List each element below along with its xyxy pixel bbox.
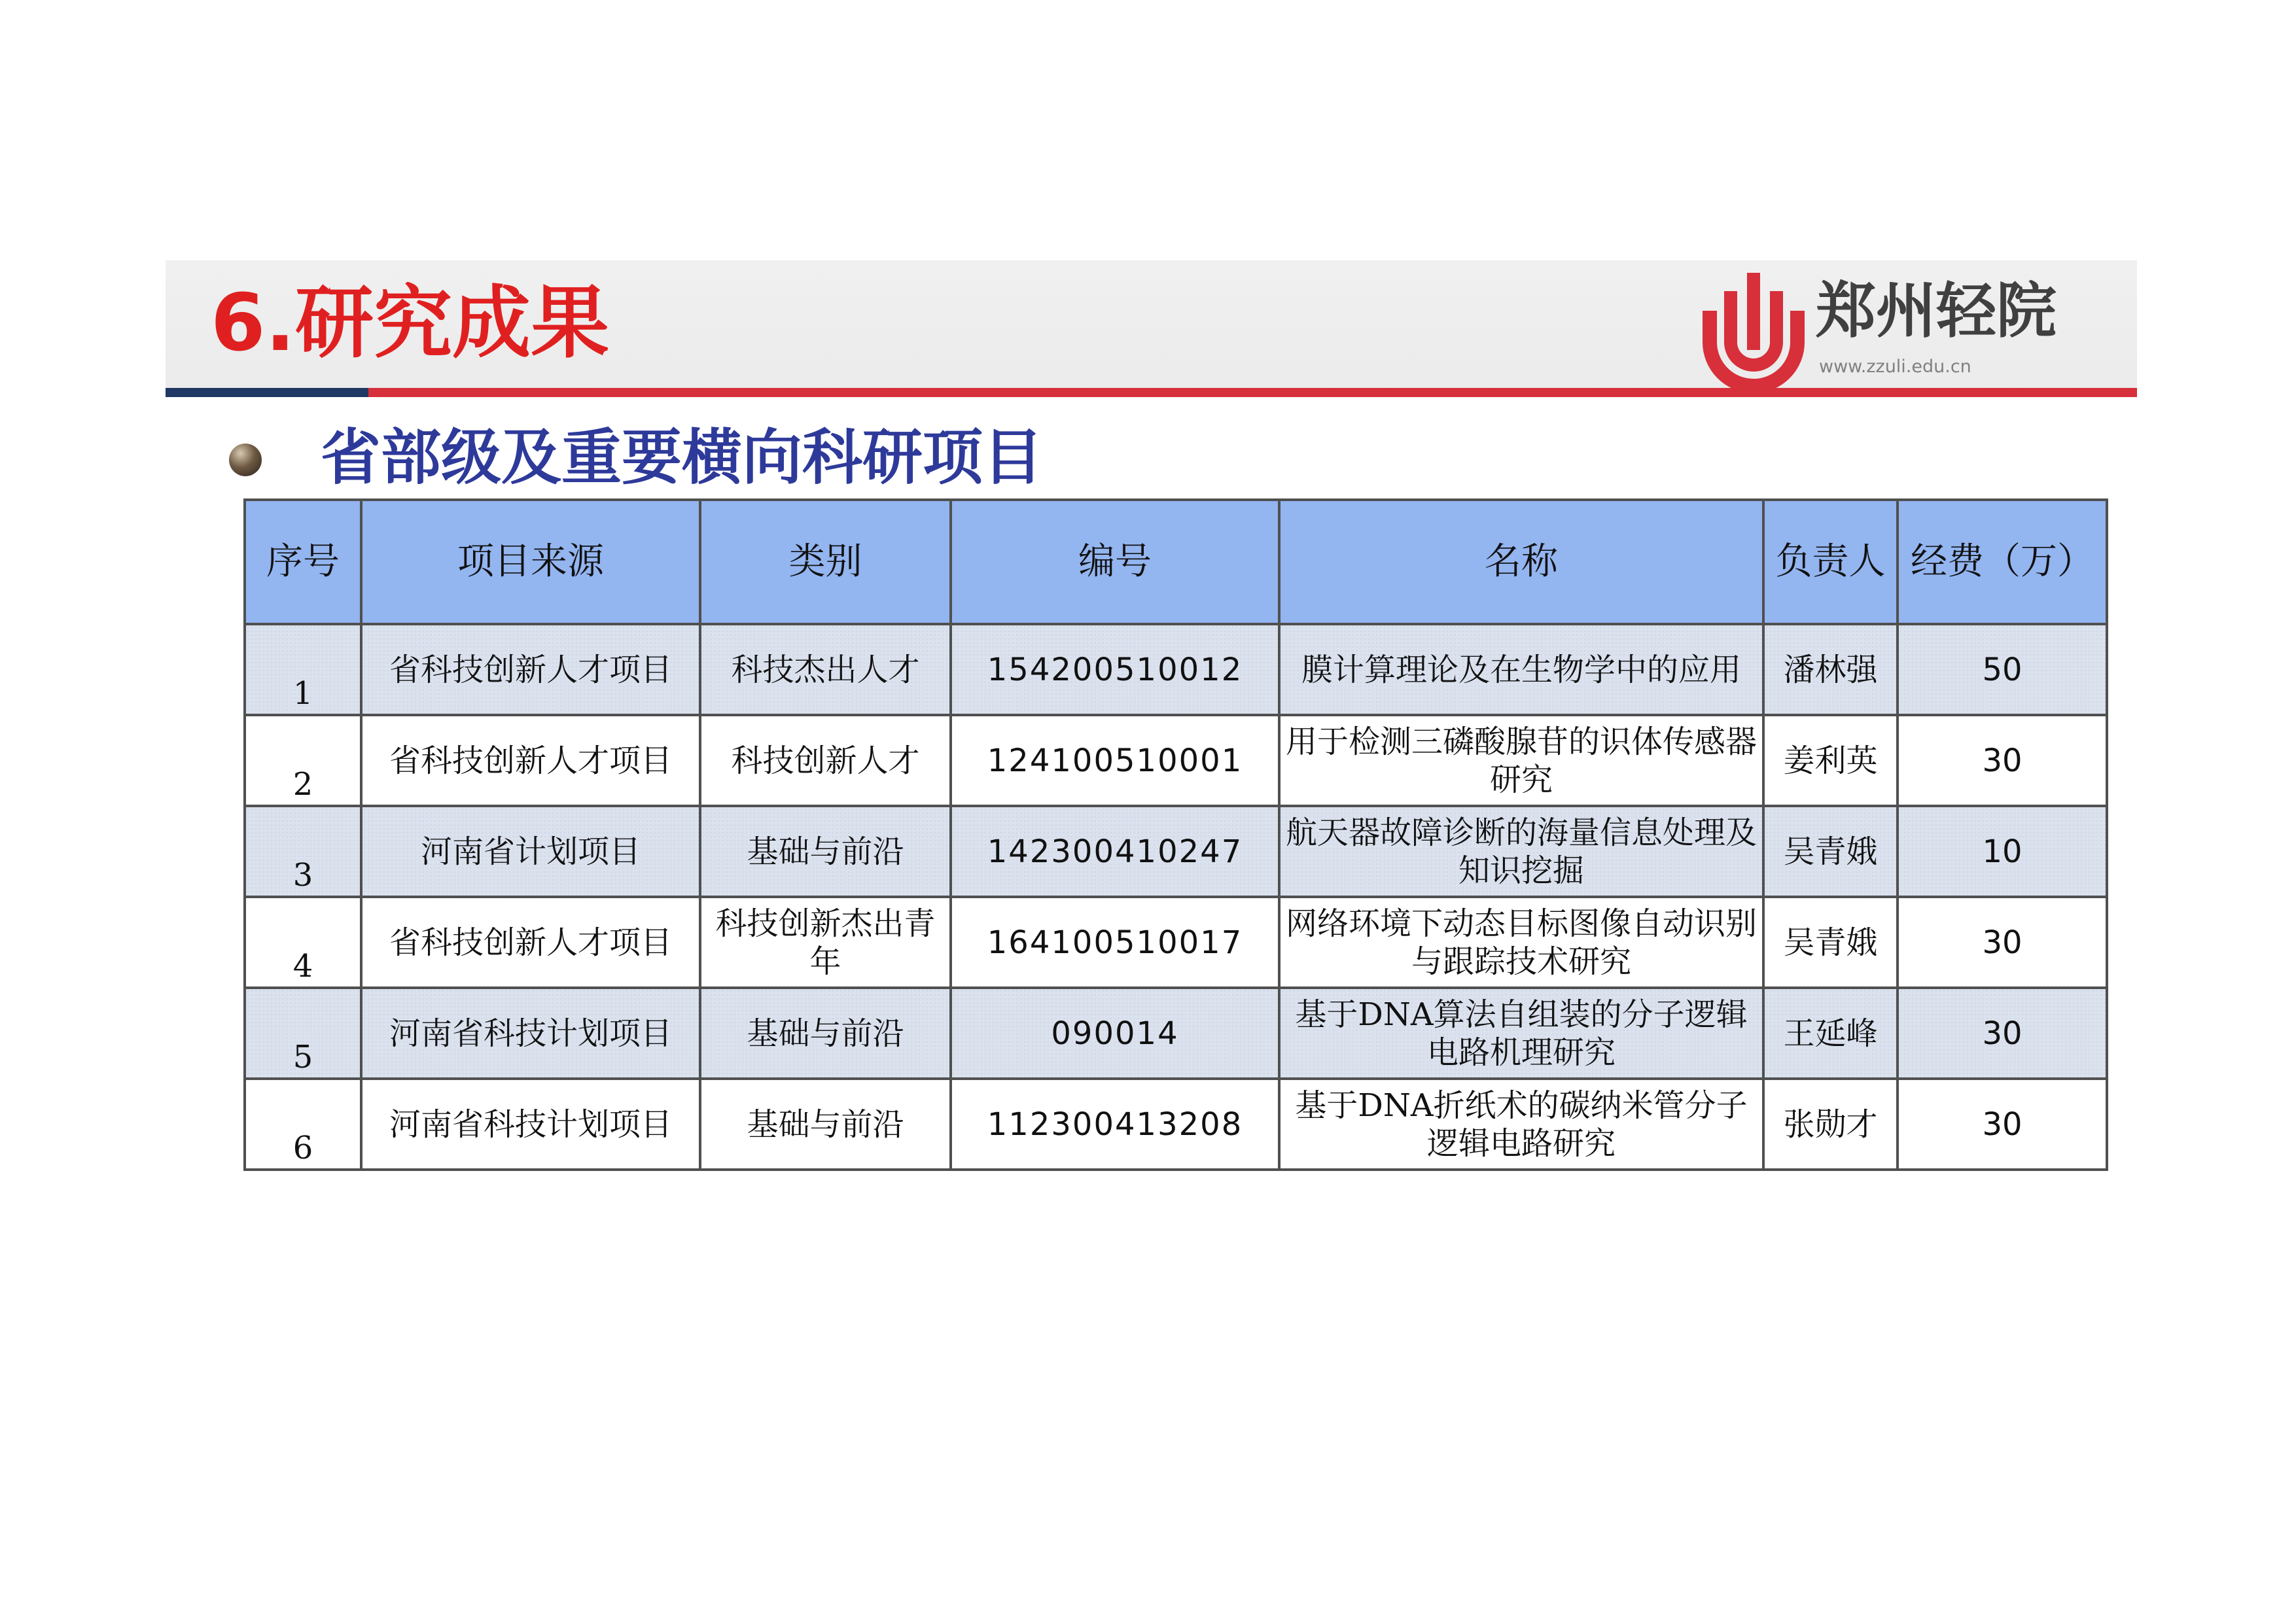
cell-index: 2	[245, 715, 361, 806]
cell-funding: 30	[1898, 988, 2107, 1079]
cell-source: 河南省科技计划项目	[361, 1079, 700, 1170]
cell-leader: 姜利英	[1763, 715, 1898, 806]
column-header-funding: 经费（万）	[1898, 500, 2107, 624]
cell-category: 科技杰出人才	[700, 624, 951, 715]
cell-name: 航天器故障诊断的海量信息处理及知识挖掘	[1279, 806, 1763, 897]
table-row	[245, 624, 2107, 715]
cell-category: 基础与前沿	[700, 1079, 951, 1170]
cell-source: 省科技创新人才项目	[361, 897, 700, 988]
table-row	[245, 715, 2107, 806]
university-emblem-icon	[1698, 265, 1809, 389]
cell-code: 142300410247	[951, 806, 1279, 897]
cell-name: 膜计算理论及在生物学中的应用	[1279, 624, 1763, 715]
university-logo	[1698, 265, 2064, 389]
cell-funding: 30	[1898, 897, 2107, 988]
cell-category: 科技创新杰出青年	[700, 897, 951, 988]
column-header-name: 名称	[1279, 500, 1763, 624]
header-rule-red	[368, 388, 2137, 397]
cell-code: 090014	[951, 988, 1279, 1079]
cell-code: 154200510012	[951, 624, 1279, 715]
cell-source: 河南省计划项目	[361, 806, 700, 897]
section-subtitle: 省部级及重要横向科研项目	[321, 423, 1044, 493]
cell-source: 河南省科技计划项目	[361, 988, 700, 1079]
cell-name: 基于DNA折纸术的碳纳米管分子逻辑电路研究	[1279, 1079, 1763, 1170]
cell-funding: 30	[1898, 715, 2107, 806]
cell-index: 4	[245, 897, 361, 988]
cell-funding: 10	[1898, 806, 2107, 897]
cell-category: 科技创新人才	[700, 715, 951, 806]
column-header-index: 序号	[245, 500, 361, 624]
logo-name: 郑州轻院	[1816, 276, 2057, 346]
cell-code: 112300413208	[951, 1079, 1279, 1170]
cell-code: 124100510001	[951, 715, 1279, 806]
table-row	[245, 988, 2107, 1079]
cell-leader: 王延峰	[1763, 988, 1898, 1079]
bullet-icon	[229, 444, 262, 476]
projects-table	[243, 498, 2108, 1171]
page-title: 6.研究成果	[211, 278, 610, 369]
cell-name: 网络环境下动态目标图像自动识别与跟踪技术研究	[1279, 897, 1763, 988]
column-header-code: 编号	[951, 500, 1279, 624]
cell-source: 省科技创新人才项目	[361, 715, 700, 806]
cell-funding: 50	[1898, 624, 2107, 715]
cell-index: 3	[245, 806, 361, 897]
cell-source: 省科技创新人才项目	[361, 624, 700, 715]
cell-leader: 潘林强	[1763, 624, 1898, 715]
cell-name: 用于检测三磷酸腺苷的识体传感器研究	[1279, 715, 1763, 806]
table-header-row	[245, 500, 2107, 624]
column-header-leader: 负责人	[1763, 500, 1898, 624]
cell-index: 5	[245, 988, 361, 1079]
cell-name: 基于DNA算法自组装的分子逻辑电路机理研究	[1279, 988, 1763, 1079]
logo-url: www.zzuli.edu.cn	[1819, 357, 1971, 377]
table-row	[245, 806, 2107, 897]
cell-category: 基础与前沿	[700, 988, 951, 1079]
column-header-category: 类别	[700, 500, 951, 624]
cell-leader: 吴青娥	[1763, 806, 1898, 897]
cell-code: 164100510017	[951, 897, 1279, 988]
cell-category: 基础与前沿	[700, 806, 951, 897]
cell-index: 1	[245, 624, 361, 715]
cell-leader: 张勋才	[1763, 1079, 1898, 1170]
header-rule-dark	[166, 388, 368, 397]
table-row	[245, 897, 2107, 988]
cell-funding: 30	[1898, 1079, 2107, 1170]
cell-index: 6	[245, 1079, 361, 1170]
table-row	[245, 1079, 2107, 1170]
column-header-source: 项目来源	[361, 500, 700, 624]
cell-leader: 吴青娥	[1763, 897, 1898, 988]
